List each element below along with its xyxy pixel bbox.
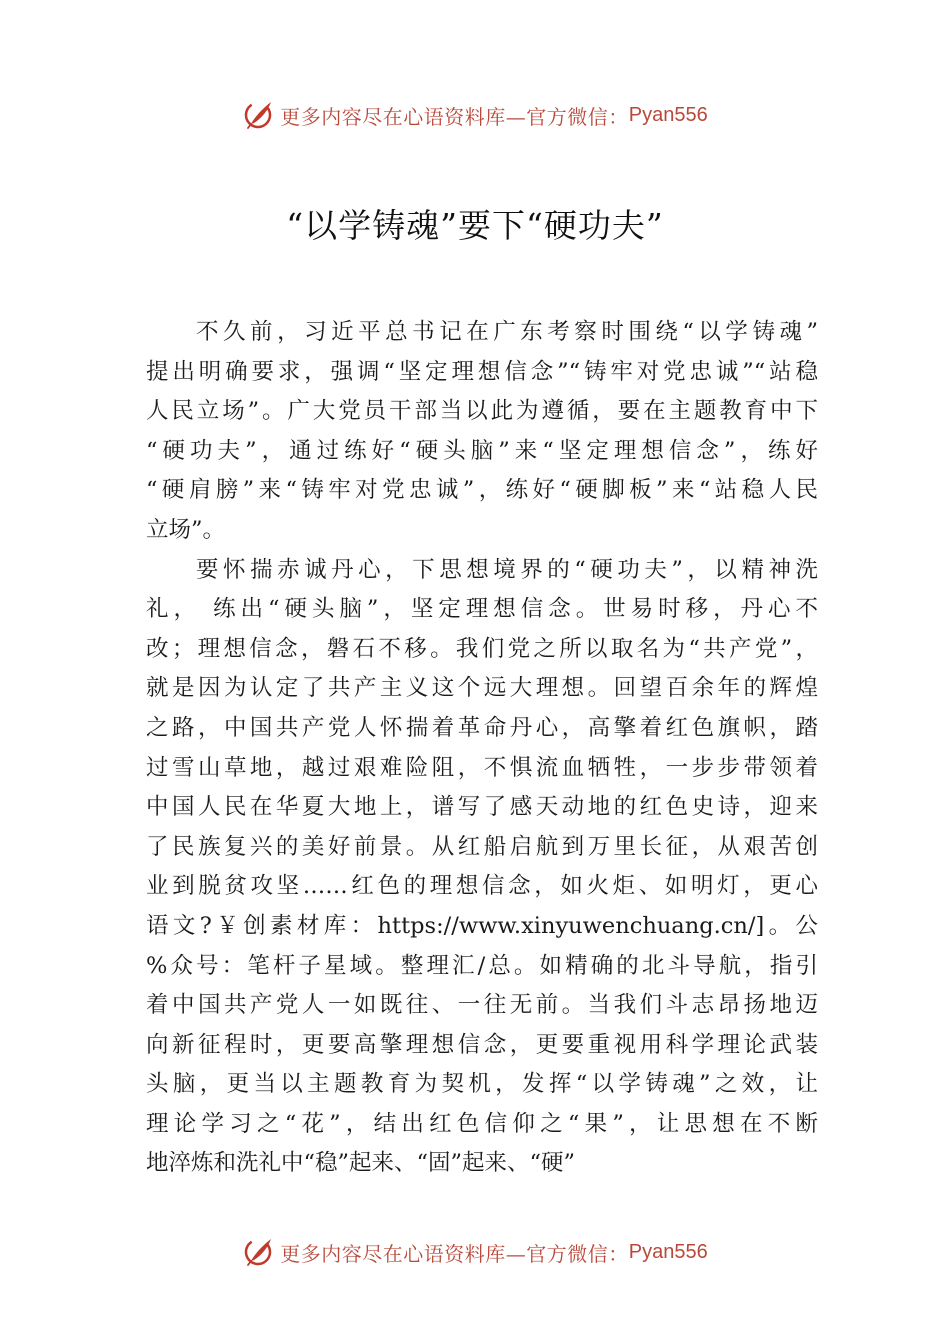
- text-line: 不久前，习近平总书记在广东考察时围绕“以学铸魂”: [196, 319, 818, 345]
- text-line: 之路，中国共产党人怀揣着革命丹心，高擎着红色旗帜，踏: [146, 714, 818, 741]
- text-line: 理论学习之“花”，结出红色信仰之“果”，让思想在不断: [146, 1110, 818, 1137]
- text-line: 就是因为认定了共产主义这个远大理想。回望百余年的辉煌: [146, 675, 818, 702]
- text-line: 头脑，更当以主题教育为契机，发挥“以学铸魂”之效，让: [146, 1071, 818, 1098]
- text-line: 了民族复兴的美好前景。从红船启航到万里长征，从艰苦创: [146, 833, 818, 860]
- text-line: “硬肩膀”来“铸牢对党忠诚”，练好“硬脚板”来“站稳人民: [146, 477, 818, 504]
- text-line: 人民立场”。广大党员干部当以此为遵循，要在主题教育中下: [146, 398, 818, 425]
- quill-pen-logo-icon: [242, 1235, 276, 1269]
- text-line: 要怀揣赤诚丹心，下思想境界的“硬功夫”，以精神洗: [196, 556, 818, 583]
- text-line: 中国人民在华夏大地上，谱写了感天动地的红色史诗，迎来: [146, 794, 818, 821]
- text-line: %众号：笔杆子星域。整理汇/总。如精确的北斗导航，指引: [146, 952, 818, 979]
- text-line: “硬功夫”，通过练好“硬头脑”来“坚定理想信念”，练好: [146, 437, 818, 464]
- text-line: 向新征程时，更要高擎理想信念，更要重视用科学理论武装: [146, 1031, 818, 1058]
- text-line: 提出明确要求，强调“坚定理想信念”“铸牢对党忠诚”“站稳: [146, 358, 818, 385]
- footer-watermark: [0, 1232, 950, 1272]
- text-line: 立场”。: [146, 516, 226, 543]
- text-line: 着中国共产党人一如既往、一往无前。当我们斗志昂扬地迈: [146, 992, 818, 1019]
- wechat-id: Pyan556: [628, 103, 708, 126]
- text-line: 礼， 练出“硬头脑”，坚定理想信念。世易时移，丹心不: [146, 596, 818, 623]
- text-line: 语文?￥创素材库：https://www.xinyuwenchuang.cn/]。公: [146, 912, 818, 939]
- quill-pen-logo-icon: [242, 98, 276, 132]
- paragraph-1: [146, 313, 818, 551]
- banner-text: 更多内容尽在心语资料库—官方微信：: [280, 104, 629, 129]
- document-title: “以学铸魂”要下“硬功夫”: [286, 206, 664, 245]
- wechat-id: Pyan556: [628, 1240, 708, 1263]
- text-line: 业到脱贫攻坚……红色的理想信念，如火炬、如明灯，更心: [146, 873, 818, 900]
- document-body: [146, 313, 818, 1184]
- header-watermark: [0, 95, 950, 135]
- text-line: 改；理想信念，磐石不移。我们党之所以取名为“共产党”，: [146, 635, 818, 662]
- paragraph-2: [146, 551, 818, 1185]
- text-line: 过雪山草地，越过艰难险阻，不惧流血牺牲，一步步带领着: [146, 754, 818, 781]
- banner-text: 更多内容尽在心语资料库—官方微信：: [280, 1241, 629, 1266]
- text-line: 地淬炼和洗礼中“稳”起来、“固”起来、“硬”: [146, 1150, 576, 1177]
